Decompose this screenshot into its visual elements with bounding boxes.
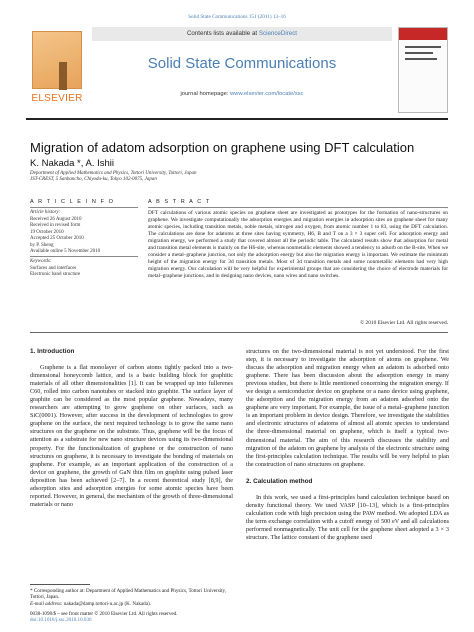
abstract-rule: [148, 207, 448, 208]
history-line: Received in revised form: [30, 223, 81, 228]
history-line: 19 October 2010: [30, 229, 64, 235]
affiliation-2: JST-CREST, 5 Sanbancho, Chiyoda-ku, Tokyo 102-0075, Japan: [30, 177, 157, 183]
intro-paragraph: Graphene is a flat monolayer of carbon atoms tightly packed into a two-dimensional honeycomb lattice, and is a basic building block for graphitic materials of all other dimensionalities [1]. It can be wrapped up into fullerenes C60, rolled into carbon nanotubes or stacked into graphite. The surface layer of graphite can be considered as the most popular graphene. Nowadays, many researchers are attempting to grow graphene on other surfaces, such as SiC(0001). However, after success in the development of technologies to grow graphene on the surface, the next required technology is to grow the same nano structures on the graphene on the substrate. Thus, graphene will be the focus of attention as a substrate for new nano structure devices using its two-dimensional property. For the functionalization of graphene or the construction of nano structures on graphene, it is necessary to investigate the bonding of materials on graphene. For example, as an important application of the construction of a device on graphene, the growth of GaN thin film on graphite using pulsed laser deposition has been achieved [2–7]. In a recent theoretical study [8,9], the adsorption sites and adsorption energies for some atomic species have been reported. However, in general, the mechanism of the growth of three-dimensional materials or nano: [30, 364, 233, 508]
contents-prefix: Contents lists available at: [186, 30, 258, 37]
journal-cover-thumbnail: [398, 27, 448, 113]
journal-name: Solid State Communications: [147, 55, 337, 72]
left-column: [30, 348, 233, 509]
history-line: Accepted 25 October 2010: [30, 236, 84, 241]
contents-bar: [92, 27, 392, 41]
history-line: Received 26 August 2010: [30, 216, 82, 222]
journal-header: [26, 27, 448, 113]
abstract-text: DFT calculations of various atomic species on graphene sheet are investigated as prototypes for the formation of nano-structures on graphene. We investigate computationally the adsorption energies and migration energies in adsorption sites on graphene sheet for many atomic species, including transition metals, noble metals, nitrogen and oxygen, from atomic number 1 to 83, using the DFT calculation. The calculations are done for adatoms at three sites having symmetry, H6, B and T on a 3 × 3 super cell. For adsorption energy and migration energy, we performed a study that covered almost all the periodic table. The calculated results show that adsorption for metal and transition metal elements is mainly on the H6-site, whereas nonmetallic elements showed a tendency to adsorb on the B-site. When we consider a metal–graphene junction, not only the adsorption energy but also the migration energy is important. We estimate the minimum height of the migration energy for 3d transition metals. Most of 3d transition metals and some nonmetallic elements had very high migration energy. Our calculation will be very helpful for experimental groups that are considering the choice of electrode materials for metal–graphene junctions, and in designing nano devices, nano wires and nano switches.: [148, 210, 448, 279]
keywords-label: Keywords:: [30, 259, 52, 264]
publisher-name: ELSEVIER: [31, 93, 83, 104]
doi-link[interactable]: doi:10.1016/j.ssc.2010.10.036: [30, 617, 92, 624]
copyright-notice: © 2010 Elsevier Ltd. All rights reserved.: [360, 320, 448, 326]
method-paragraph: In this work, we used a first-principles band calculation technique based on density functional theory. We used VASP [10–13], which is a first-principles calculation code with high precision using the PAW method. We adopted LDA as the term exchange correlation with a cutoff energy of 500 eV and all calculations performed nonmagnetically. The unit cell for the graphene sheet adopted a 3 × 3 structure. The lattice constant of the graphene used: [246, 493, 449, 541]
article-info-rule: [30, 207, 138, 208]
article-info-heading: A R T I C L E I N F O: [30, 199, 115, 205]
header-rule: [26, 118, 448, 120]
keyword: Electronic band structure: [30, 272, 81, 277]
corresponding-author-footnote: [30, 588, 233, 607]
right-paragraph: structures on the two-dimensional material is not yet understood. For the first step, it is necessary to investigate the adsorption of atoms on graphene. We discuss the adsorption and migration energy when an adatom is adsorbed onto graphene. There has been discussion about the adsorption energy in many previous studies, but there is little mentioned concerning the migration energy. If we design a semiconductor device on graphene or a nano device using graphene, the adsorption and the migration energy from an adatom adsorbed onto the graphene are very important. For example, the issue of a metal–graphene junction is an important problem in device design. Therefore, we investigate the stabilities and electronic structures of adatoms of almost all atomic species to understand the three-dimensional material on graphene, which is itself a typical two-dimensional material. The aim of this research discusses the stability and migration of the adatom on graphene by analysis of the electronic structure using the first-principles calculation technique. The results will be very helpful to plan the construction of nano structures on graphene.: [246, 348, 449, 468]
journal-citation: Solid State Communications 151 (2011) 13–16: [188, 14, 286, 20]
article-affiliations: [30, 171, 290, 184]
sciencedirect-link[interactable]: ScienceDirect: [258, 30, 298, 37]
article-authors: K. Nakada *, A. Ishii: [30, 158, 114, 169]
abstract-heading: A B S T R A C T: [148, 199, 211, 205]
page-footer: [30, 611, 233, 624]
right-column: [246, 348, 449, 542]
history-line: Available online 5 November 2010: [30, 249, 101, 254]
email-line: [30, 601, 233, 607]
issn-line: 0038-1098/$ – see front matter © 2010 Elsevier Ltd. All rights reserved.: [30, 611, 178, 617]
section-heading-method: 2. Calculation method: [246, 477, 313, 485]
history-label: Article history:: [30, 210, 61, 215]
footnote-rule: [30, 584, 90, 585]
journal-homepage: [92, 91, 392, 97]
article-history: [30, 210, 148, 256]
abstract-bottom-rule: [30, 332, 448, 333]
homepage-link[interactable]: www.elsevier.com/locate/ssc: [230, 91, 304, 97]
homepage-prefix: journal homepage:: [180, 91, 229, 97]
cover-band: [399, 28, 447, 40]
email-address[interactable]: nakada@damp.tottori-u.ac.jp (K. Nakada).: [63, 600, 151, 607]
keyword: Surfaces and interfaces: [30, 265, 77, 271]
corresponding-note: * Corresponding author at: Department of Applied Mathematics and Physics, Tottori University, Tottori, Japan.: [30, 588, 227, 601]
keywords-block: [30, 259, 148, 279]
email-label: E-mail address:: [30, 600, 63, 607]
affiliation-1: Department of Applied Mathematics and Physics, Tottori University, Tottori, Japan: [30, 171, 197, 176]
keywords-rule: [30, 256, 138, 257]
history-line: by P. Sheng: [30, 242, 54, 248]
journal-info-box: [92, 27, 392, 113]
article-title: Migration of adatom adsorption on graphene using DFT calculation: [30, 140, 415, 155]
elsevier-tree-icon: [32, 31, 82, 89]
section-heading-introduction: 1. Introduction: [30, 348, 75, 355]
elsevier-logo: [26, 27, 88, 113]
